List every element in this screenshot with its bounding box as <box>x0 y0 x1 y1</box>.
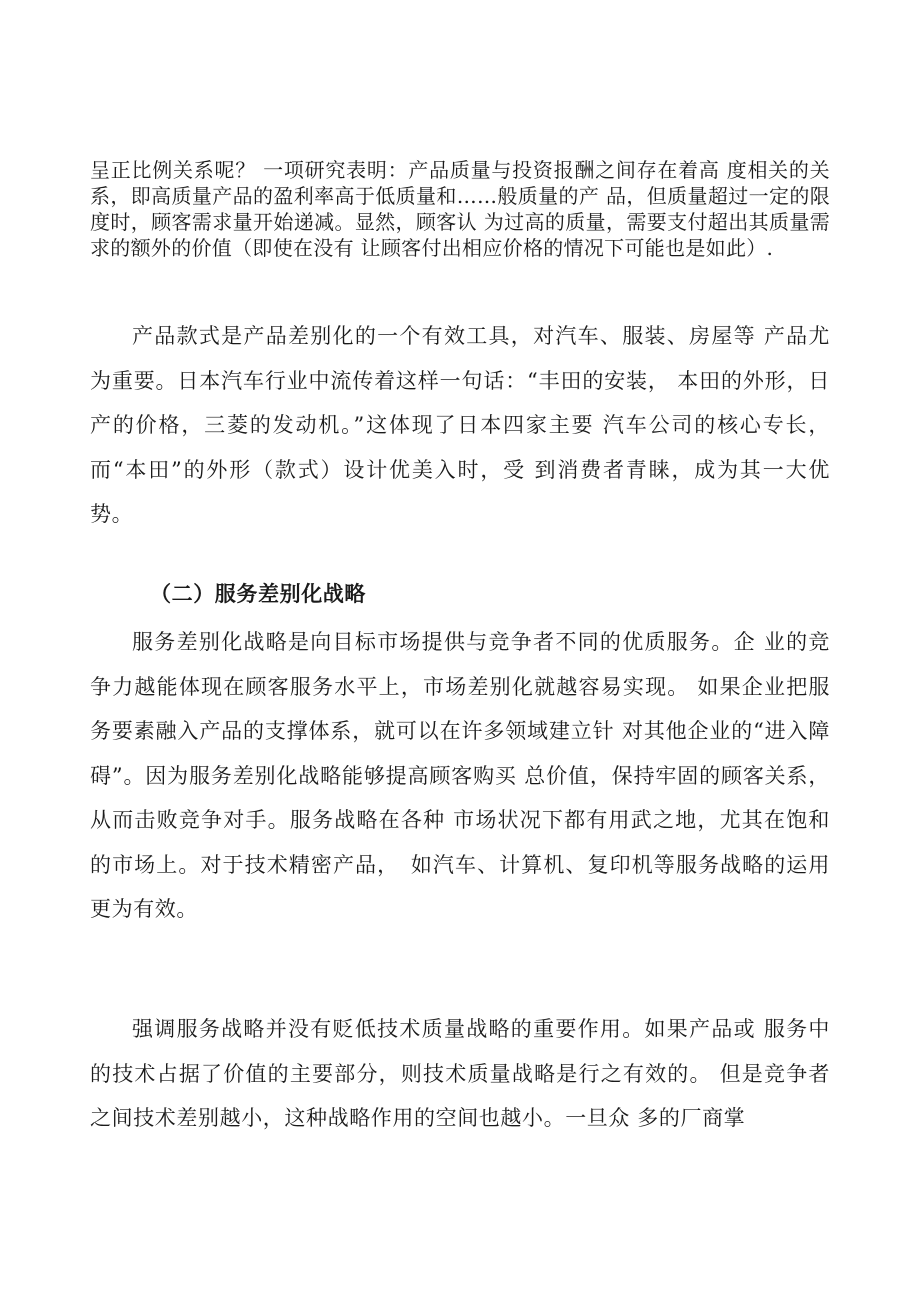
section-heading-service-differentiation: （二）服务差别化战略 <box>150 581 366 606</box>
paragraph-service-strategy: 服务差别化战略是向目标市场提供与竞争者不同的优质服务。企 业的竞争力越能体现在顾客服务水平上，市场差别化就越容易实现。 如果企业把服务要素融入产品的支撑体系，就可以在许多领域建立针 对其他企业的“进入障碍”。因为服务差别化战略能够提高顾客购买 总价值，保持牢固的顾客关系，从而击败竞争对手。服务战略在各种 市场状况下都有用武之地，尤其在饱和的市场上。对于技术精密产品， 如汽车、计算机、复印机等服务战略的运用更为有效。 <box>90 630 830 921</box>
paragraph-product-style: 产品款式是产品差别化的一个有效工具，对汽车、服装、房屋等 产品尤为重要。日本汽车行业中流传着这样一句话：“丰田的安装， 本田的外形，日产的价格，三菱的发动机。”这体现了日本四家主要 汽车公司的核心专长，而“本田”的外形（款式）设计优美入时，受 到消费者青睐，成为其一大优势。 <box>90 324 830 526</box>
paragraph-quality-returns: 呈正比例关系呢？ 一项研究表明：产品质量与投资报酬之间存在着高 度相关的关系，即高质量产品的盈利率高于低质量和……般质量的产 品，但质量超过一定的限度时，顾客需求量开始递减。显然，顾客认 为过高的质量，需要支付超出其质量需求的额外的价值（即使在没有 让顾客付出相应价格的情况下可能也是如此）. <box>90 158 830 260</box>
paragraph-technical-quality: 强调服务战略并没有贬低技术质量战略的重要作用。如果产品或 服务中的技术占据了价值的主要部分，则技术质量战略是行之有效的。 但是竞争者之间技术差别越小，这种战略作用的空间也越小。一旦众 多的厂商掌 <box>90 1017 830 1130</box>
